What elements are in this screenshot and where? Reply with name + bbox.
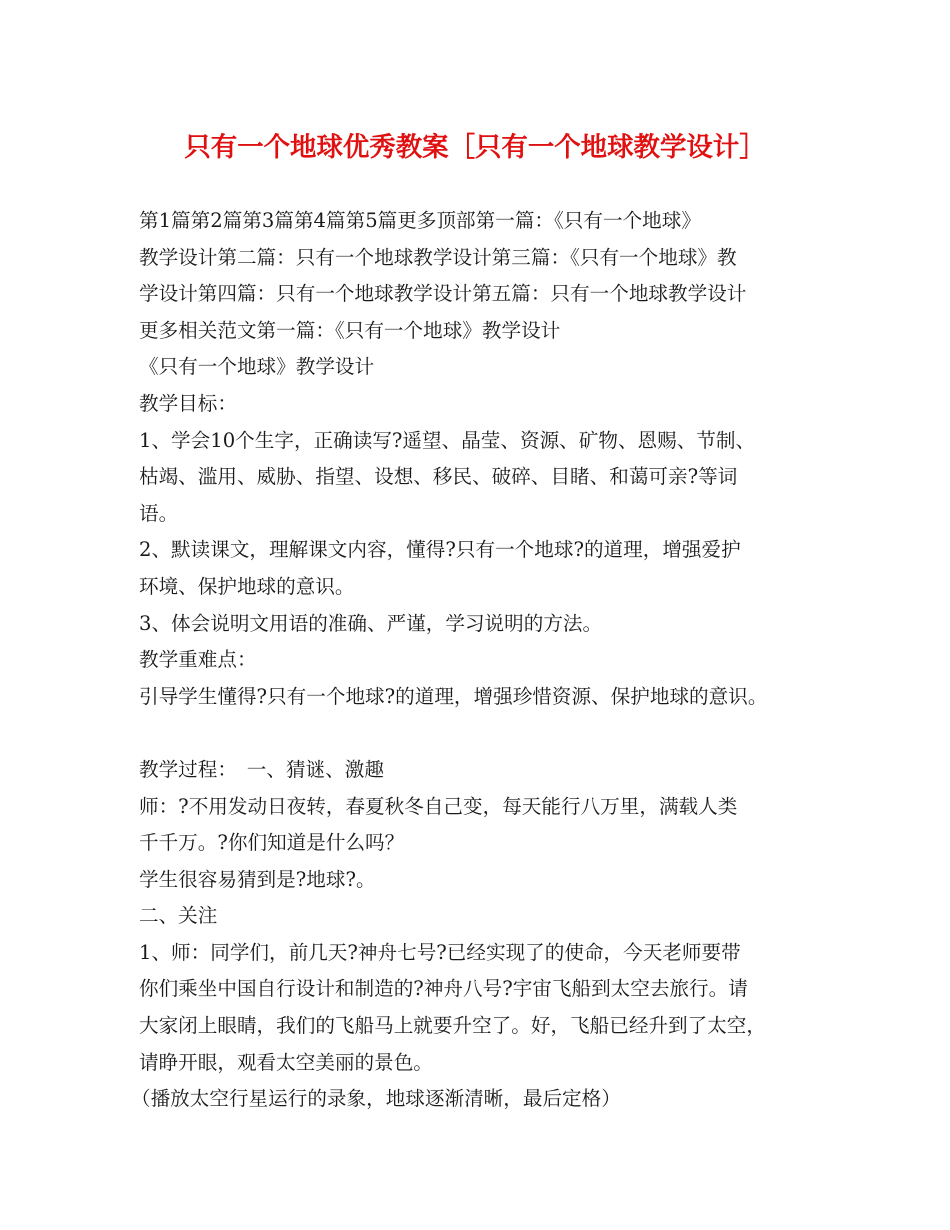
text-line: 更多相关范文第一篇：《只有一个地球》教学设计 bbox=[139, 318, 561, 342]
text-line: 你们乘坐中国自行设计和制造的?神舟八号?宇宙飞船到太空去旅行。请 bbox=[139, 977, 748, 1001]
text-line: 环境、保护地球的意识。 bbox=[139, 574, 355, 598]
text-line: 语。 bbox=[139, 501, 179, 525]
text-line: 大家闭上眼睛，我们的飞船马上就要升空了。好，飞船已经升到了太空， bbox=[139, 1014, 766, 1038]
document-title: 只有一个地球优秀教案［只有一个地球教学设计］ bbox=[184, 132, 766, 163]
text-line: 1、学会10个生字，正确读写?遥望、晶莹、资源、矿物、恩赐、节制、 bbox=[139, 428, 756, 452]
section-heading: 教学重难点： bbox=[139, 648, 257, 672]
section-heading: 教学过程： 一、猜谜、激趣 bbox=[139, 757, 384, 781]
blank-line bbox=[139, 715, 829, 752]
text-line: 师：?不用发动日夜转，春夏秋冬自己变，每天能行八万里，满载人类 bbox=[139, 794, 738, 818]
text-line: 学生很容易猜到是?地球?。 bbox=[139, 867, 376, 891]
text-line: 1、师：同学们，前几天?神舟七号?已经实现了的使命，今天老师要带 bbox=[139, 940, 741, 964]
text-line: 《只有一个地球》教学设计 bbox=[139, 355, 375, 379]
text-line: 千千万。?你们知道是什么吗？ bbox=[139, 831, 405, 855]
text-line: 3、体会说明文用语的准确、严谨，学习说明的方法。 bbox=[139, 611, 603, 635]
text-line: 教学设计第二篇：只有一个地球教学设计第三篇：《只有一个地球》教 bbox=[139, 245, 737, 269]
text-line: 学设计第四篇：只有一个地球教学设计第五篇：只有一个地球教学设计 bbox=[139, 282, 747, 306]
text-line: 请睁开眼，观看太空美丽的景色。 bbox=[139, 1050, 433, 1074]
section-heading: 教学目标： bbox=[139, 391, 237, 415]
document-body bbox=[131, 203, 829, 1118]
section-heading: 二、关注 bbox=[139, 904, 218, 928]
text-line: 引导学生懂得?只有一个地球?的道理，增强珍惜资源、保护地球的意识。 bbox=[139, 684, 768, 708]
text-line: （播放太空行星运行的录象，地球逐渐清晰，最后定格） bbox=[131, 1087, 621, 1111]
text-line: 2、默读课文，理解课文内容，懂得?只有一个地球?的道理，增强爱护 bbox=[139, 538, 741, 562]
text-line: 枯竭、滥用、威胁、指望、设想、移民、破碎、目睹、和蔼可亲?等词 bbox=[139, 465, 738, 489]
text-line: 第1篇第2篇第3篇第4篇第5篇更多顶部第一篇：《只有一个地球》 bbox=[139, 209, 701, 232]
